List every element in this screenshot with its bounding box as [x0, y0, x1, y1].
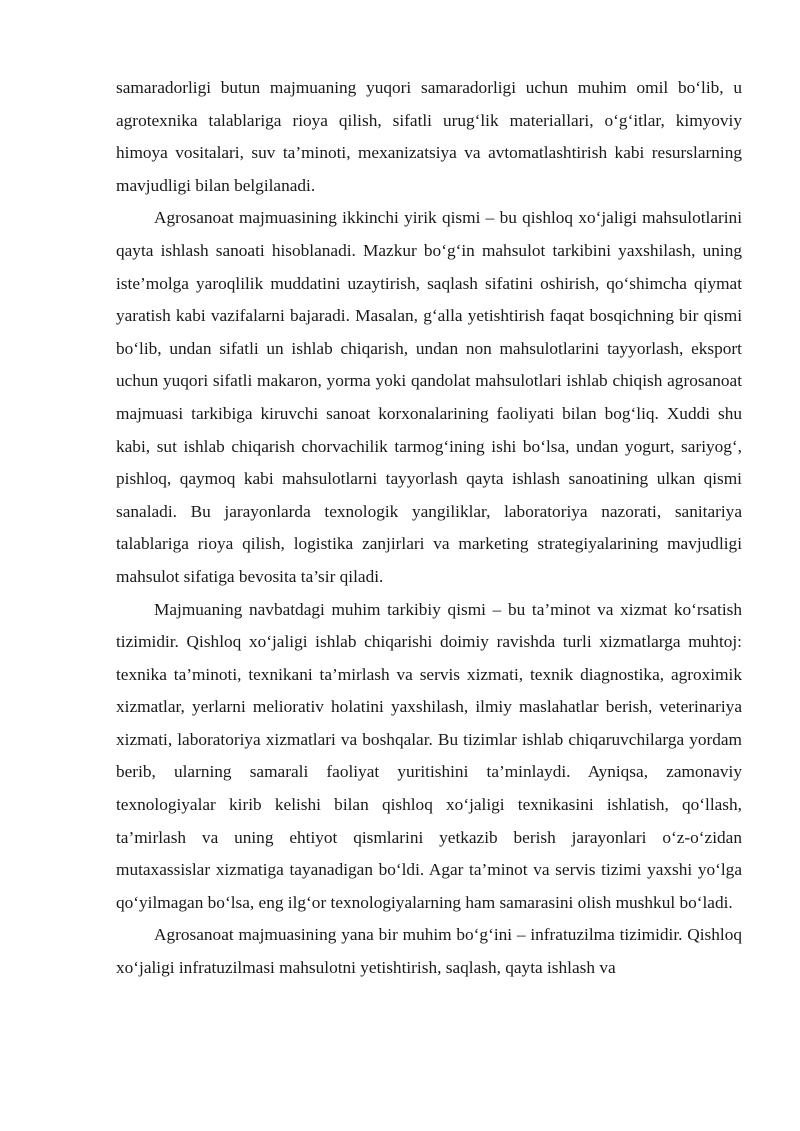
- paragraph-infrastructure: Agrosanoat majmuasining yana bir muhim bo‘g‘ini – infratuzilma tizimidir. Qishloq xo‘jaligi infratuzilmasi mahsulotni yetishtirish, saqlash, qayta ishlash va: [116, 925, 742, 978]
- paragraph-processing-industry: Agrosanoat majmuasining ikkinchi yirik qismi – bu qishloq xo‘jaligi mahsulotlarini qayta ishlash sanoati hisoblanadi. Mazkur bo‘g‘in mahsulot tarkibini yaxshilash, uning iste’molga yaroqlilik muddatini uzaytirish, saqlash sifatini oshirish, qo‘shimcha qiymat yaratish kabi vazifalarni bajaradi. Masalan, g‘alla yetishtirish faqat bosqichning bir qismi bo‘lib, undan sifatli un ishlab chiqarish, undan non mahsulotlarini tayyorlash, eksport uchun yuqori sifatli makaron, yorma yoki qandolat mahsulotlari ishlab chiqish agrosanoat majmuasi tarkibiga kiruvchi sanoat korxonalarining faoliyati bilan bog‘liq. Xuddi shu kabi, sut ishlab chiqarish chorvachilik tarmog‘ining ishi bo‘lsa, undan yogurt, sariyog‘, pishloq, qaymoq kabi mahsulotlarni tayyorlash qayta ishlash sanoatining ulkan qismi sanaladi. Bu jarayonlarda texnologik yangiliklar, laboratoriya nazorati, sanitariya talablariga rioya qilish, logistika zanjirlari va marketing strategiyalarining mavjudligi mahsulot sifatiga bevosita ta’sir qiladi.: [116, 208, 742, 586]
- document-page: [116, 72, 742, 985]
- paragraph-supply-service: Majmuaning navbatdagi muhim tarkibiy qismi – bu ta’minot va xizmat ko‘rsatish tizimidir. Qishloq xo‘jaligi ishlab chiqarishi doimiy ravishda turli xizmatlarga muhtoj: texnika ta’minoti, texnikani ta’mirlash va servis xizmati, texnik diagnostika, agroximik xizmatlar, yerlarni meliorativ holatini yaxshilash, ilmiy maslahatlar berish, veterinariya xizmati, laboratoriya xizmatlari va boshqalar. Bu tizimlar ishlab chiqaruvchilarga yordam berib, ularning samarali faoliyat yuritishini ta’minlaydi. Ayniqsa, zamonaviy texnologiyalar kirib kelishi bilan qishloq xo‘jaligi texnikasini ishlatish, qo‘llash, ta’mirlash va uning ehtiyot qismlarini yetkazib berish jarayonlari o‘z-o‘zidan mutaxassislar xizmatiga tayanadigan bo‘ldi. Agar ta’minot va servis tizimi yaxshi yo‘lga qo‘yilmagan bo‘lsa, eng ilg‘or texnologiyalarning ham samarasini olish mushkul bo‘ladi.: [116, 599, 742, 912]
- paragraph-continuation: samaradorligi butun majmuaning yuqori samaradorligi uchun muhim omil bo‘lib, u agrotexnika talablariga rioya qilish, sifatli urug‘lik materiallari, o‘g‘itlar, kimyoviy himoya vositalari, suv ta’minoti, mexanizatsiya va avtomatlashtirish kabi resurslarning mavjudligi bilan belgilanadi.: [116, 78, 742, 195]
